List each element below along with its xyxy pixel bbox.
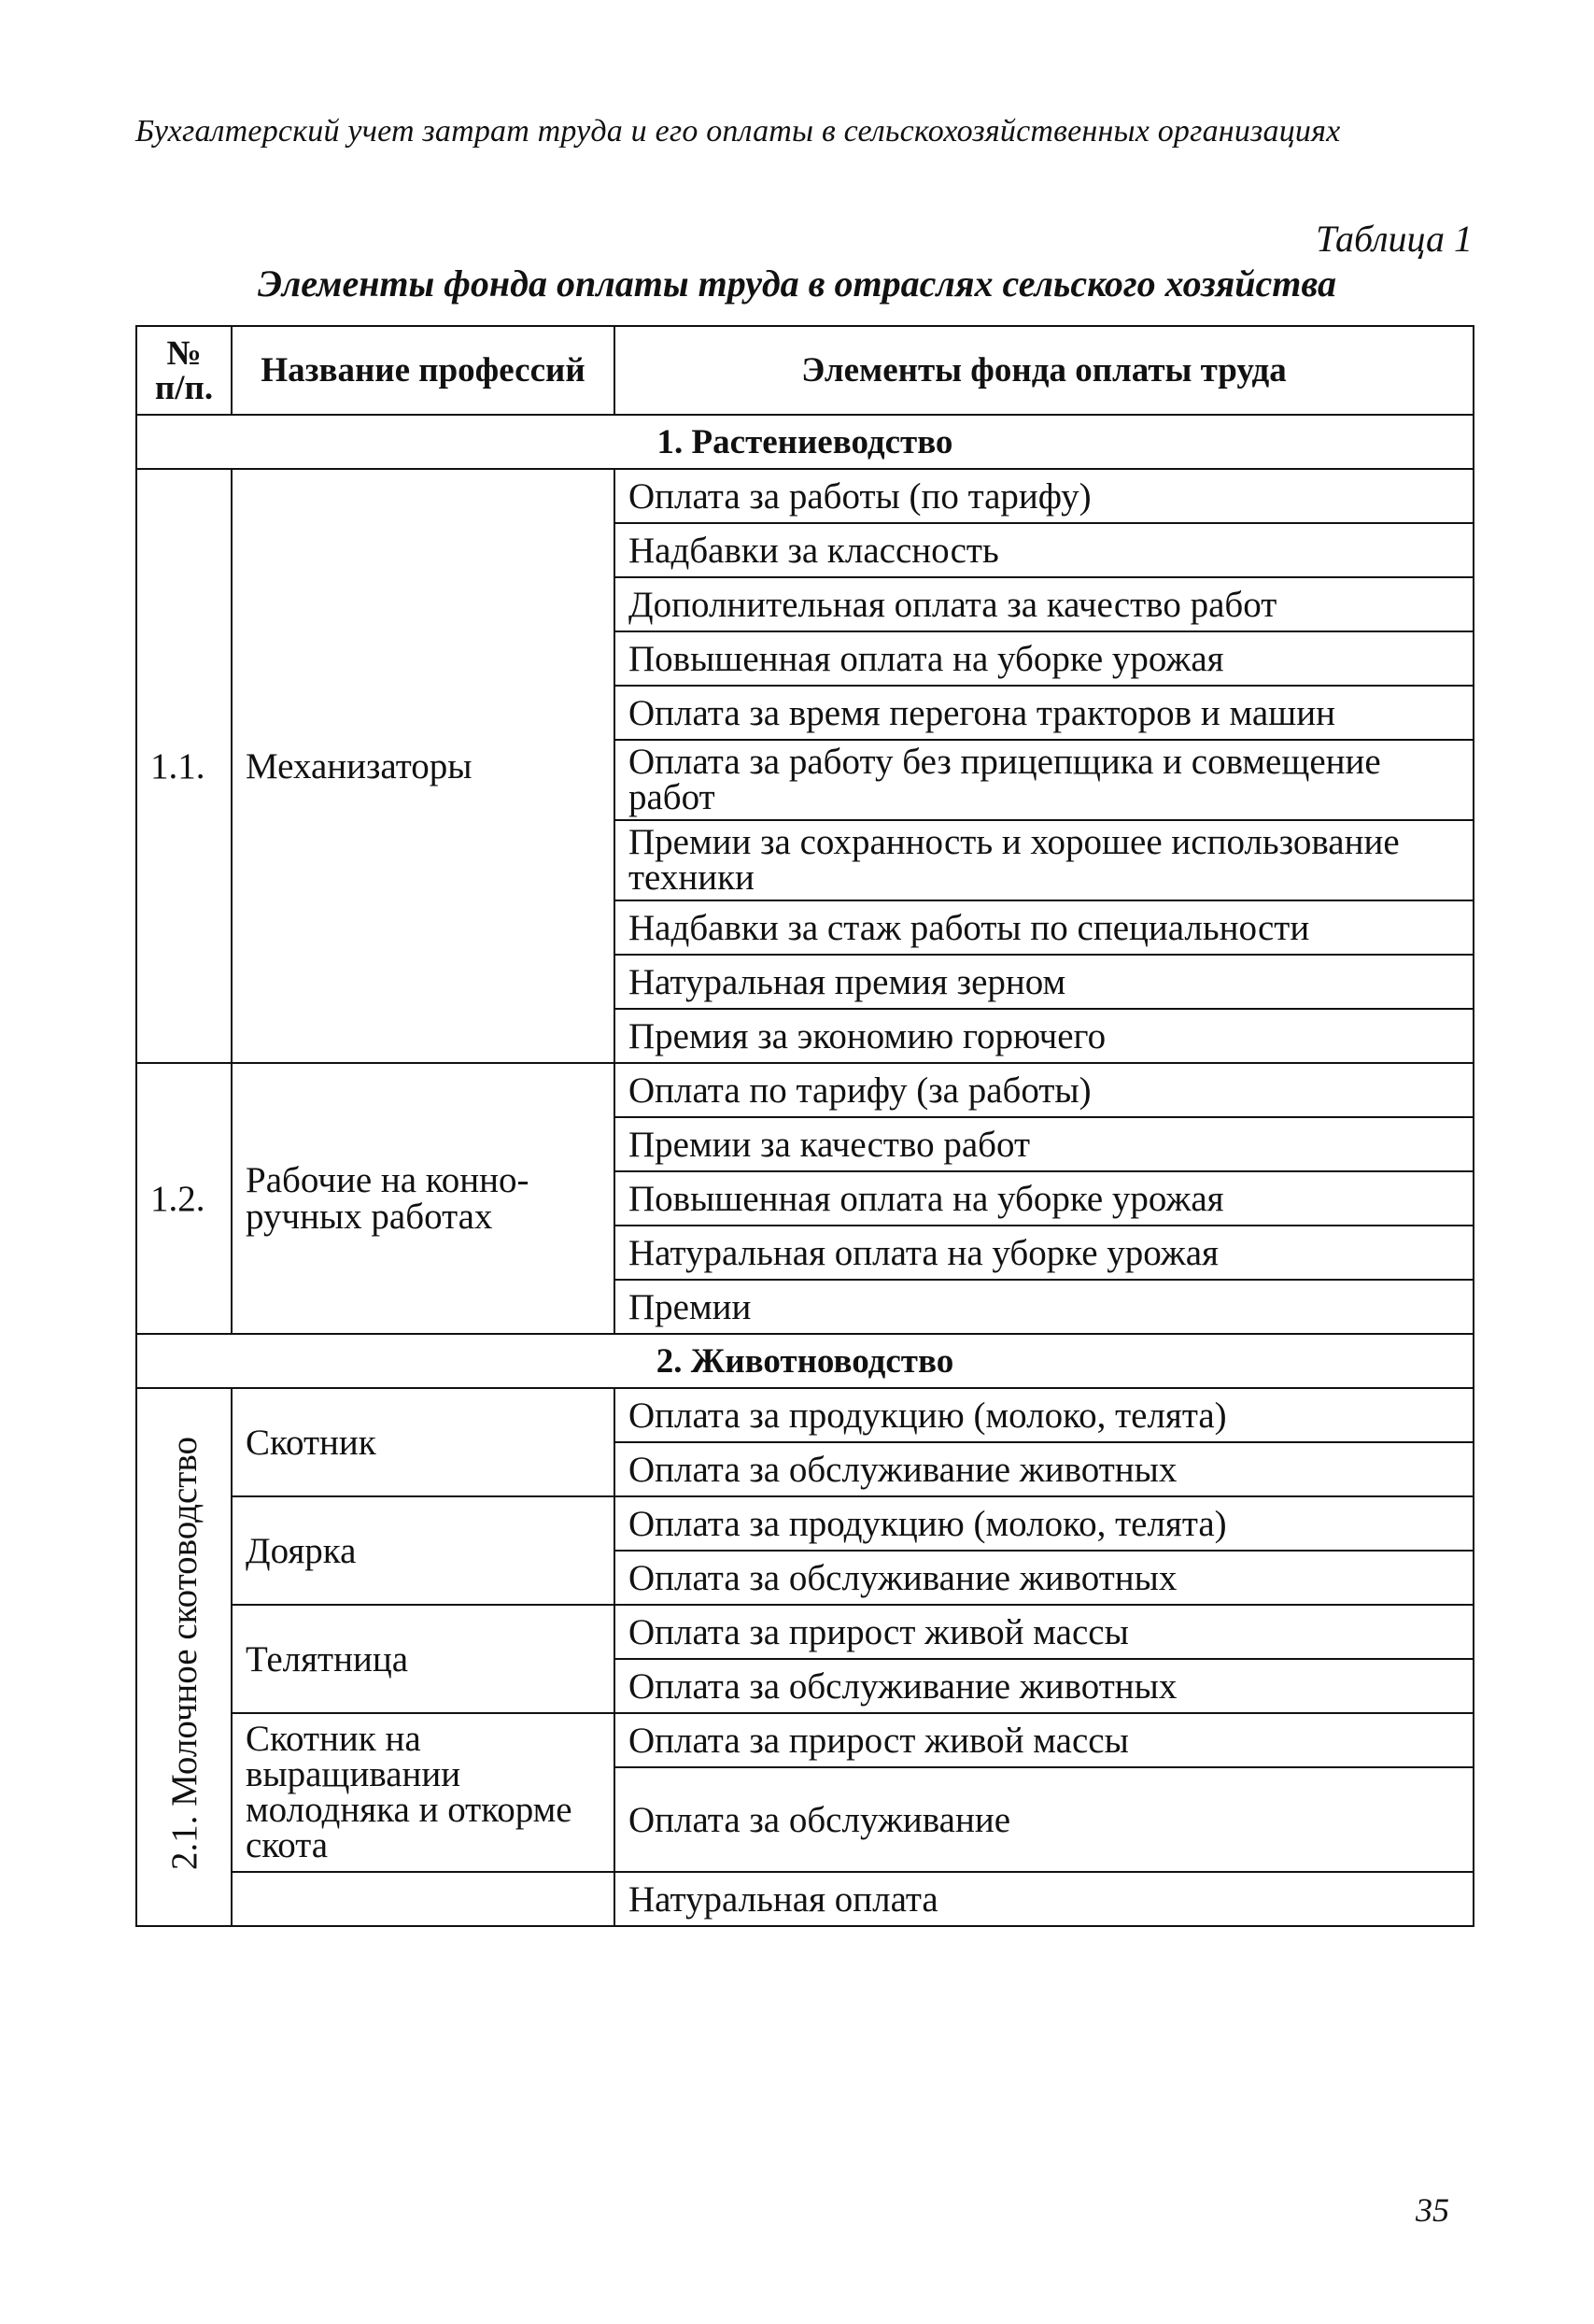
pay-element: Натуральная оплата — [614, 1872, 1474, 1926]
pay-element: Оплата за обслуживание животных — [614, 1442, 1474, 1496]
running-head: Бухгалтерский учет затрат труда и его оплаты в сельскохозяйственных организациях — [135, 114, 1341, 149]
pay-element: Повышенная оплата на уборке урожая — [614, 631, 1474, 686]
pay-element: Натуральная оплата на уборке урожая — [614, 1226, 1474, 1280]
row-number: 1.2. — [136, 1063, 232, 1334]
profession-name: Рабочие на конно-ручных работах — [232, 1063, 614, 1334]
page-number: 35 — [1416, 2191, 1449, 2229]
section-title-livestock: 2. Животноводство — [136, 1334, 1474, 1388]
pay-element: Премии за сохранность и хорошее использование техники — [614, 820, 1474, 900]
pay-element: Оплата за прирост живой массы — [614, 1713, 1474, 1767]
pay-elements-table — [135, 325, 1474, 1927]
table-row — [136, 469, 1474, 523]
table-row — [136, 1872, 1474, 1926]
pay-element: Оплата за работу без прицепщика и совмещение работ — [614, 740, 1474, 820]
profession-name: Телятница — [232, 1605, 614, 1713]
pay-element: Оплата за продукцию (молоко, телята) — [614, 1496, 1474, 1551]
pay-element: Надбавки за классность — [614, 523, 1474, 577]
pay-element: Оплата за продукцию (молоко, телята) — [614, 1388, 1474, 1442]
pay-element: Оплата за время перегона тракторов и машин — [614, 686, 1474, 740]
pay-element: Надбавки за стаж работы по специальности — [614, 900, 1474, 955]
subsection-label-text: 2.1. Молочное скотоводство — [163, 1437, 205, 1871]
pay-element: Натуральная премия зерном — [614, 955, 1474, 1009]
table-row — [136, 1063, 1474, 1117]
profession-name-empty — [232, 1872, 614, 1926]
profession-name: Скотник — [232, 1388, 614, 1496]
subsection-label — [136, 1388, 232, 1926]
table-title: Элементы фонда оплаты труда в отраслях сельского хозяйства — [258, 262, 1336, 305]
pay-element: Оплата за обслуживание животных — [614, 1659, 1474, 1713]
section-row — [136, 1334, 1474, 1388]
pay-element: Оплата за обслуживание животных — [614, 1551, 1474, 1605]
section-row — [136, 415, 1474, 469]
pay-element: Оплата по тарифу (за работы) — [614, 1063, 1474, 1117]
pay-element: Повышенная оплата на уборке урожая — [614, 1171, 1474, 1226]
pay-element: Премии — [614, 1280, 1474, 1334]
column-header-elements: Элементы фонда оплаты труда — [614, 326, 1474, 415]
table-row — [136, 1496, 1474, 1551]
table-row — [136, 1388, 1474, 1442]
profession-name: Доярка — [232, 1496, 614, 1605]
pay-element: Премии за качество работ — [614, 1117, 1474, 1171]
column-header-profession: Название профессий — [232, 326, 614, 415]
profession-name: Скотник на выращивании молодняка и откорме скота — [232, 1713, 614, 1872]
table-row — [136, 1713, 1474, 1767]
pay-element: Премия за экономию горючего — [614, 1009, 1474, 1063]
table-label: Таблица 1 — [1316, 218, 1473, 260]
table-header-row — [136, 326, 1474, 415]
section-title-crop: 1. Растениеводство — [136, 415, 1474, 469]
profession-name: Механизаторы — [232, 469, 614, 1063]
row-number: 1.1. — [136, 469, 232, 1063]
pay-element: Оплата за обслуживание — [614, 1767, 1474, 1872]
table-row — [136, 1605, 1474, 1659]
pay-element: Оплата за работы (по тарифу) — [614, 469, 1474, 523]
column-header-number: № п/п. — [136, 326, 232, 415]
pay-element: Оплата за прирост живой массы — [614, 1605, 1474, 1659]
pay-element: Дополнительная оплата за качество работ — [614, 577, 1474, 631]
